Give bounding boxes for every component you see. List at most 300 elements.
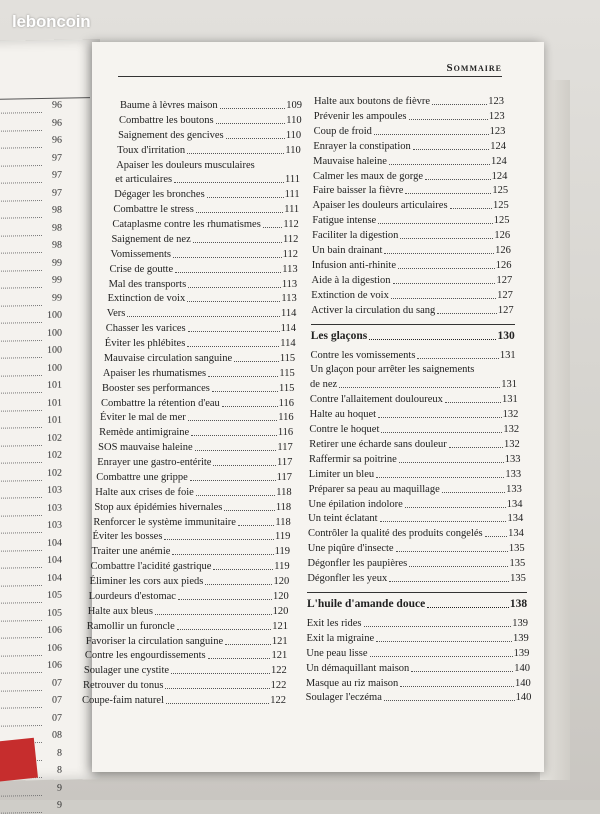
toc-entry [310, 394, 518, 405]
toc-page-number: 123 [489, 125, 506, 137]
toc-entry [117, 145, 301, 156]
toc-dot-leader [409, 119, 488, 120]
leboncoin-watermark: leboncoin [12, 12, 91, 31]
toc-entry [83, 680, 286, 691]
toc-entry-title: Calmer les maux de gorge [312, 170, 423, 182]
left-page-leader [0, 671, 42, 674]
toc-page-number: 112 [283, 219, 299, 230]
left-page-leader [0, 233, 42, 236]
left-page-number: 96 [52, 99, 62, 111]
toc-page-number: 118 [275, 516, 291, 528]
toc-entry-title: Combattre les boutons [119, 114, 214, 126]
toc-dot-leader [155, 614, 272, 615]
toc-entry [112, 219, 298, 230]
toc-dot-leader [127, 316, 280, 317]
toc-dot-leader [225, 644, 271, 645]
toc-entry-title: Un bain drainant [311, 245, 383, 256]
toc-page-number: 111 [284, 204, 300, 216]
toc-dot-leader [380, 521, 507, 522]
toc-entry-title: de nez [310, 379, 338, 391]
toc-page-number: 134 [508, 528, 524, 540]
toc-entry-title: Limiter un bleu [308, 468, 375, 480]
toc-dot-leader [172, 554, 273, 555]
left-page-leader [0, 443, 42, 446]
toc-page-number: 112 [283, 233, 299, 245]
toc-entry [313, 200, 509, 211]
toc-entry [89, 591, 289, 602]
left-page-number: 8 [57, 764, 62, 776]
toc-page-number: 119 [274, 546, 290, 558]
left-page-number: 97 [52, 187, 62, 199]
left-page-number: 103 [47, 484, 62, 496]
left-page-leader [0, 566, 42, 569]
toc-entry-title: Les glaçons [310, 329, 368, 342]
toc-page-number: 132 [503, 424, 520, 435]
toc-page-number: 127 [497, 289, 513, 301]
left-page-number: 102 [47, 432, 62, 444]
toc-entry [90, 576, 290, 587]
toc-entry-title: SOS mauvaise haleine [98, 442, 193, 454]
toc-entry-title: Exit les rides [306, 617, 362, 629]
toc-entry-title: Saignement de nez [111, 233, 191, 245]
toc-dot-leader [445, 402, 501, 403]
toc-entry-title: Soulager une cystite [83, 665, 170, 677]
toc-page-number: 118 [276, 486, 292, 498]
toc-entry-title: Dégonfler les paupières [307, 558, 408, 570]
toc-dot-leader [399, 462, 504, 463]
left-page-number: 99 [52, 274, 62, 286]
left-page-number: 104 [47, 537, 62, 549]
toc-entry [306, 678, 531, 689]
section-rule [307, 592, 527, 593]
toc-dot-leader [190, 480, 276, 481]
toc-page-number: 135 [509, 558, 526, 570]
toc-entry [96, 472, 292, 483]
toc-entry [308, 513, 523, 524]
toc-entry [314, 111, 505, 122]
toc-page-number: 120 [272, 605, 289, 617]
toc-section-heading [311, 330, 515, 342]
left-page-leader [0, 531, 42, 534]
left-page-leader [0, 181, 42, 184]
toc-page-number: 111 [284, 189, 300, 201]
toc-page-number: 140 [514, 662, 531, 674]
toc-entry [308, 543, 525, 554]
toc-dot-leader [381, 432, 502, 433]
toc-dot-leader [195, 450, 277, 451]
toc-entry-title: Dégager les bronches [114, 189, 205, 201]
toc-entry-title: Une épilation indolore [308, 498, 403, 510]
toc-entry-title: Combattre une grippe [96, 471, 188, 483]
toc-entry-title: Éviter le mal de mer [100, 412, 186, 424]
toc-dot-leader [374, 134, 489, 135]
left-page-leader [0, 601, 42, 604]
toc-entry-title: Vomissements [110, 248, 171, 260]
toc-entry [314, 126, 506, 137]
toc-dot-leader [370, 656, 513, 657]
toc-dot-leader [178, 599, 272, 600]
left-page-leader [0, 251, 42, 254]
toc-entry [114, 189, 299, 200]
left-page-number: 07 [52, 694, 62, 706]
toc-dot-leader [188, 287, 281, 288]
left-page-leader [0, 548, 42, 551]
left-page-number: 07 [52, 677, 62, 689]
toc-dot-leader [177, 629, 271, 630]
toc-entry [111, 249, 299, 260]
toc-entry [107, 308, 297, 319]
toc-dot-leader [226, 138, 285, 139]
toc-dot-leader [485, 536, 508, 537]
left-page-number: 08 [52, 729, 62, 741]
left-page-number: 97 [52, 152, 62, 164]
toc-page-number: 121 [271, 635, 288, 647]
toc-entry-title: Une peau lisse [306, 647, 368, 659]
toc-page-number: 126 [494, 230, 511, 242]
toc-entry [87, 621, 288, 632]
left-page-leader [0, 216, 42, 219]
toc-page-number: 122 [270, 680, 287, 692]
toc-dot-leader [213, 465, 276, 466]
toc-dot-leader [442, 492, 505, 493]
toc-page-number: 113 [281, 293, 297, 305]
page-stack-edge [540, 80, 570, 780]
toc-page-number: 123 [488, 96, 504, 107]
toc-entry-title: Contre les engourdissements [84, 650, 206, 662]
toc-dot-leader [208, 658, 271, 659]
toc-page-number: 110 [285, 129, 302, 141]
left-page-number: 96 [52, 134, 62, 146]
toc-page-number: 131 [501, 379, 518, 391]
toc-page-number: 112 [282, 248, 298, 260]
toc-page-number: 135 [508, 543, 525, 555]
toc-page-number: 117 [277, 442, 293, 454]
left-page-number: 102 [47, 467, 62, 479]
left-page-number: 99 [52, 257, 62, 269]
toc-dot-leader [376, 641, 512, 642]
toc-entry-title: Raffermir sa poitrine [308, 453, 397, 465]
left-page-number: 97 [52, 169, 62, 181]
toc-entry [313, 156, 507, 167]
toc-entry [313, 185, 508, 196]
toc-dot-leader [413, 149, 490, 150]
toc-dot-leader [432, 104, 487, 105]
toc-dot-leader [376, 477, 504, 478]
toc-dot-leader [417, 358, 498, 359]
toc-entry-title: Fatigue intense [312, 215, 377, 227]
toc-entry [308, 558, 526, 569]
toc-page-number: 132 [504, 438, 520, 450]
toc-entry-title: Retirer une écharde sans douleur [309, 438, 447, 450]
toc-page-number: 110 [286, 114, 302, 126]
toc-entry [82, 695, 286, 706]
toc-entry [309, 424, 519, 435]
left-page-number: 104 [47, 554, 62, 566]
toc-entry-title: Traiter une anémie [91, 546, 171, 558]
toc-entry [311, 305, 514, 316]
toc-entry-title: Dégonfler les yeux [307, 573, 388, 584]
toc-page-number: 134 [506, 498, 523, 510]
left-page-number: 100 [47, 344, 62, 356]
toc-dot-leader [207, 197, 284, 198]
toc-dot-leader [384, 700, 515, 701]
left-page-leader [0, 391, 42, 394]
toc-entry-title: Cataplasme contre les rhumatismes [112, 219, 261, 230]
toc-page-number: 133 [505, 468, 522, 480]
toc-page-number: 115 [279, 367, 295, 379]
toc-dot-leader [364, 626, 512, 627]
left-page-leader [0, 303, 42, 306]
toc-entry [313, 171, 507, 182]
left-page-number: 98 [52, 204, 62, 216]
toc-dot-leader [188, 420, 277, 421]
toc-entry-title: Aide à la digestion [311, 274, 391, 286]
left-page-leader [0, 496, 42, 499]
toc-entry [85, 650, 287, 661]
toc-page-number: 113 [282, 263, 298, 275]
toc-dot-leader [425, 179, 491, 180]
toc-entry [92, 546, 291, 557]
toc-entry [308, 528, 524, 539]
toc-dot-leader [234, 361, 279, 362]
toc-page-number: 119 [274, 561, 290, 573]
toc-page-number: 109 [286, 100, 302, 111]
toc-entry-title: Combattre l'acidité gastrique [90, 561, 212, 573]
toc-entry-title: Booster ses performances [101, 382, 210, 394]
toc-entry-title: Une piqûre d'insecte [307, 543, 394, 555]
left-page-number: 98 [52, 222, 62, 234]
toc-dot-leader [398, 268, 495, 269]
toc-entry-title: Retrouver du tonus [82, 680, 164, 692]
toc-entry-title: Activer la circulation du sang [311, 304, 436, 316]
toc-entry [308, 499, 522, 510]
left-page-leader [0, 408, 42, 411]
toc-entry [306, 648, 529, 659]
toc-dot-leader [166, 703, 269, 704]
toc-entry [115, 174, 300, 185]
toc-entry-title: Infusion anti-rhinite [311, 259, 396, 271]
toc-entry [100, 412, 294, 423]
toc-dot-leader [393, 283, 496, 284]
left-page-number: 103 [47, 502, 62, 514]
left-page-number: 102 [47, 449, 62, 461]
toc-page-number: 121 [271, 650, 288, 662]
toc-dot-leader [449, 447, 503, 448]
left-page-rule [0, 97, 90, 100]
toc-page-number: 124 [490, 140, 507, 152]
toc-entry-title: Toux d'irritation [117, 144, 186, 156]
toc-entry [311, 290, 513, 301]
toc-page-number: 116 [278, 412, 294, 424]
toc-page-number: 123 [488, 110, 505, 122]
toc-entry [307, 573, 526, 584]
toc-entry-title: L'huile d'amande douce [306, 597, 426, 610]
toc-entry-title: Mal des transports [108, 278, 187, 290]
toc-entry [310, 409, 519, 420]
toc-entry-title: Halte aux boutons de fièvre [314, 96, 431, 107]
left-page-leader [0, 478, 42, 481]
toc-entry-title: Saignement des gencives [118, 129, 224, 141]
toc-entry [310, 379, 517, 390]
page-title: Sommaire [446, 62, 502, 74]
toc-entry [310, 350, 515, 361]
toc-entry-title: Soulager l'eczéma [305, 692, 382, 704]
left-page-number: 9 [57, 799, 62, 811]
toc-page-number: 116 [277, 427, 294, 439]
toc-entry-title: Crise de goutte [109, 263, 174, 275]
toc-entry [97, 457, 292, 468]
left-page-number: 101 [47, 414, 62, 426]
toc-entry [103, 368, 295, 379]
left-page-leader [0, 128, 42, 131]
left-page-leader [0, 636, 42, 639]
toc-page-number: 131 [499, 349, 516, 361]
left-page-leader [0, 321, 42, 324]
toc-page-number: 124 [490, 155, 507, 167]
toc-entry [99, 427, 293, 438]
toc-entry [307, 618, 528, 629]
toc-entry [312, 230, 510, 241]
toc-dot-leader [213, 569, 273, 570]
left-page-leader [0, 373, 42, 376]
toc-page-number: 132 [502, 409, 519, 421]
toc-entry [120, 100, 302, 111]
toc-entry-title: Faciliter la digestion [312, 230, 399, 242]
left-page-leader [0, 356, 42, 359]
toc-page-number: 122 [271, 665, 287, 677]
toc-entry [98, 442, 293, 453]
toc-page-number: 125 [493, 215, 510, 227]
toc-entry [306, 663, 530, 674]
toc-entry-title: Apaiser les douleurs musculaires [116, 159, 255, 171]
toc-page-number: 125 [492, 185, 509, 197]
toc-entry-title: Contre les vomissements [310, 349, 416, 361]
book-cover-edge [0, 738, 38, 783]
left-page-number: 9 [57, 782, 62, 794]
toc-entry-title: Prévenir les ampoules [313, 110, 407, 122]
toc-entry [113, 204, 299, 215]
toc-dot-leader [411, 671, 513, 672]
left-page-number: 96 [52, 117, 62, 129]
toc-page-number: 138 [509, 597, 528, 610]
toc-entry-title: Exit la migraine [306, 632, 375, 644]
toc-dot-leader [400, 686, 514, 687]
left-page-number: 106 [47, 624, 62, 636]
toc-entry [309, 454, 520, 465]
toc-dot-leader [238, 525, 274, 526]
toc-entry-title: Halte au hoquet [309, 409, 377, 421]
toc-entry-title: Chasser les varices [105, 323, 186, 335]
toc-entry [84, 665, 287, 676]
left-page-leader [0, 286, 42, 289]
toc-page-number: 117 [277, 457, 293, 468]
toc-page-number: 127 [497, 304, 514, 316]
toc-dot-leader [405, 193, 491, 194]
toc-dot-leader [175, 272, 281, 273]
toc-entry-title: Combattre le stress [113, 204, 194, 216]
toc-dot-leader [191, 435, 277, 436]
toc-entry-title: Baume à lèvres maison [120, 100, 218, 111]
toc-dot-leader [378, 417, 502, 418]
left-page-leader [0, 513, 42, 516]
toc-dot-leader [427, 607, 509, 608]
left-page-leader [0, 706, 42, 709]
left-page-leader [0, 426, 42, 429]
toc-entry [116, 160, 300, 171]
toc-page-number: 130 [497, 329, 515, 342]
toc-entry [309, 484, 522, 495]
toc-entry [101, 398, 294, 409]
toc-dot-leader [188, 331, 280, 332]
toc-page-number: 119 [275, 531, 291, 543]
toc-entry-title: Un teint éclatant [308, 513, 378, 525]
toc-dot-leader [196, 212, 283, 213]
toc-dot-leader [205, 584, 272, 585]
toc-dot-leader [224, 510, 274, 511]
toc-dot-leader [378, 223, 493, 224]
toc-entry [312, 260, 512, 271]
toc-entry [312, 215, 509, 226]
toc-page-number: 115 [279, 352, 296, 364]
toc-dot-leader [220, 108, 286, 109]
toc-entry [119, 115, 302, 126]
toc-entry [92, 531, 290, 542]
toc-page-number: 139 [512, 632, 529, 644]
toc-page-number: 133 [506, 483, 522, 495]
toc-entry-title: Extinction de voix [107, 293, 186, 305]
toc-entry [106, 323, 296, 334]
toc-entry [86, 636, 288, 647]
toc-dot-leader [216, 123, 286, 124]
toc-page-number: 120 [273, 576, 290, 587]
left-page-leader [0, 163, 42, 166]
toc-entry-title: Un démaquillant maison [306, 662, 410, 674]
toc-page-number: 121 [272, 620, 288, 632]
toc-entry-title: Lourdeurs d'estomac [88, 590, 176, 602]
toc-entry-title: Favoriser la circulation sanguine [85, 635, 224, 647]
toc-page-number: 113 [281, 278, 298, 290]
toc-entry [102, 383, 294, 394]
toc-dot-leader [396, 551, 508, 552]
toc-entry [109, 279, 298, 290]
toc-entry [306, 692, 532, 703]
toc-page-number: 134 [507, 513, 524, 525]
left-page-number: 100 [47, 362, 62, 374]
toc-entry [111, 234, 298, 245]
toc-dot-leader [369, 339, 496, 340]
toc-dot-leader [263, 227, 283, 228]
left-page-number: 101 [47, 379, 62, 391]
left-page-leader [0, 461, 42, 464]
toc-dot-leader [339, 387, 500, 388]
toc-entry [95, 487, 291, 498]
toc-page-number: 131 [501, 394, 518, 406]
left-page-number: 100 [47, 309, 62, 321]
left-page-leader [0, 653, 42, 656]
toc-entry-title: Masque au riz maison [305, 677, 399, 689]
left-page-number: 106 [47, 659, 62, 671]
toc-dot-leader [400, 238, 493, 239]
left-page-number: 8 [57, 747, 62, 759]
toc-dot-leader [187, 301, 280, 302]
toc-page-number: 126 [495, 259, 512, 271]
toc-page-number: 126 [495, 245, 511, 256]
toc-entry-title: Apaiser les rhumatismes [102, 367, 207, 379]
header-rule [118, 76, 502, 77]
left-page-number: 105 [47, 607, 62, 619]
toc-dot-leader [164, 539, 274, 540]
toc-section-heading [307, 598, 527, 610]
